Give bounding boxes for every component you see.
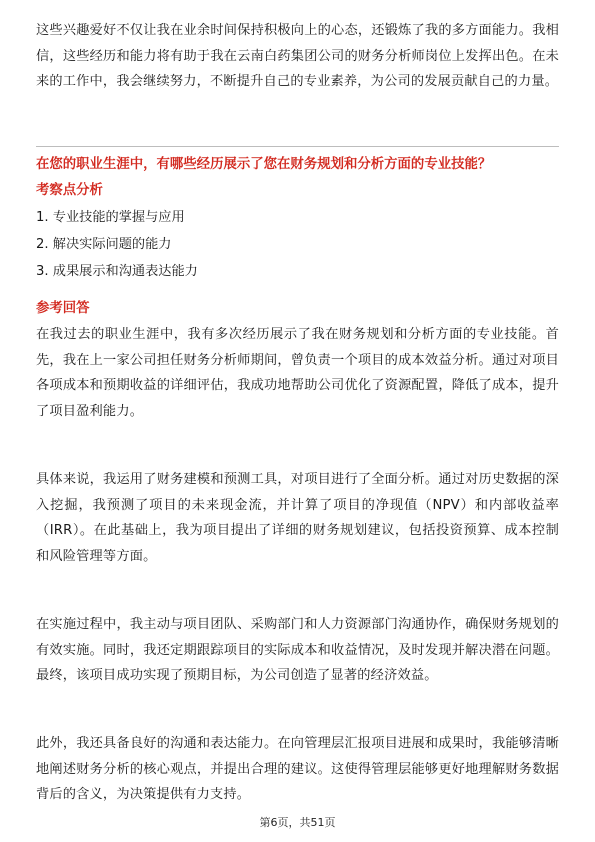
- section-divider: [36, 146, 559, 147]
- intro-paragraph: 这些兴趣爱好不仅让我在业余时间保持积极向上的心态，还锻炼了我的多方面能力。我相信，这些经历和能力将有助于我在云南白药集团公司的财务分析师岗位上发挥出色。在未来的工作中，我会继续努力，不断提升自己的专业素养，为公司的发展贡献自己的力量。: [36, 23, 559, 89]
- document-body: [36, 18, 559, 95]
- answer-paragraph: 在我过去的职业生涯中，我有多次经历展示了我在财务规划和分析方面的专业技能。首先，我在上一家公司担任财务分析师期间，曾负责一个项目的成本效益分析。通过对项目各项成本和预期收益的详细评估，我成功地帮助公司优化了资源配置，降低了成本，提升了项目盈利能力。: [36, 327, 559, 419]
- answer-paragraph-1-block: [36, 322, 559, 424]
- answer-paragraph: 具体来说，我运用了财务建模和预测工具，对项目进行了全面分析。通过对历史数据的深入挖掘，我预测了项目的未来现金流，并计算了项目的净现值（NPV）和内部收益率（IRR）。在此基础上，我为项目提出了详细的财务规划建议，包括投资预算、成本控制和风险管理等方面。: [36, 472, 559, 564]
- answer-paragraph-4-block: [36, 731, 559, 808]
- analysis-section: [36, 180, 559, 202]
- answer-paragraph-3-block: [36, 612, 559, 689]
- list-item: 3. 成果展示和沟通表达能力: [36, 264, 198, 279]
- page-number: 第6页，共51页: [259, 816, 336, 829]
- list-item: 2. 解决实际问题的能力: [36, 237, 172, 252]
- analysis-list: [36, 204, 559, 285]
- answer-paragraph: 在实施过程中，我主动与项目团队、采购部门和人力资源部门沟通协作，确保财务规划的有效实施。同时，我还定期跟踪项目的实际成本和收益情况，及时发现并解决潜在问题。最终，该项目成功实现了预期目标，为公司创造了显著的经济效益。: [36, 617, 559, 683]
- question-title: 在您的职业生涯中，有哪些经历展示了您在财务规划和分析方面的专业技能？: [36, 157, 492, 172]
- answer-section: [36, 298, 559, 320]
- analysis-heading: 考察点分析: [36, 183, 103, 198]
- answer-heading: 参考回答: [36, 301, 90, 316]
- list-item: 1. 专业技能的掌握与应用: [36, 210, 185, 225]
- answer-paragraph-2-block: [36, 467, 559, 569]
- question-block: [36, 154, 559, 176]
- answer-paragraph: 此外，我还具备良好的沟通和表达能力。在向管理层汇报项目进展和成果时，我能够清晰地阐述财务分析的核心观点，并提出合理的建议。这使得管理层能够更好地理解财务数据背后的含义，为决策提供有力支持。: [36, 736, 559, 802]
